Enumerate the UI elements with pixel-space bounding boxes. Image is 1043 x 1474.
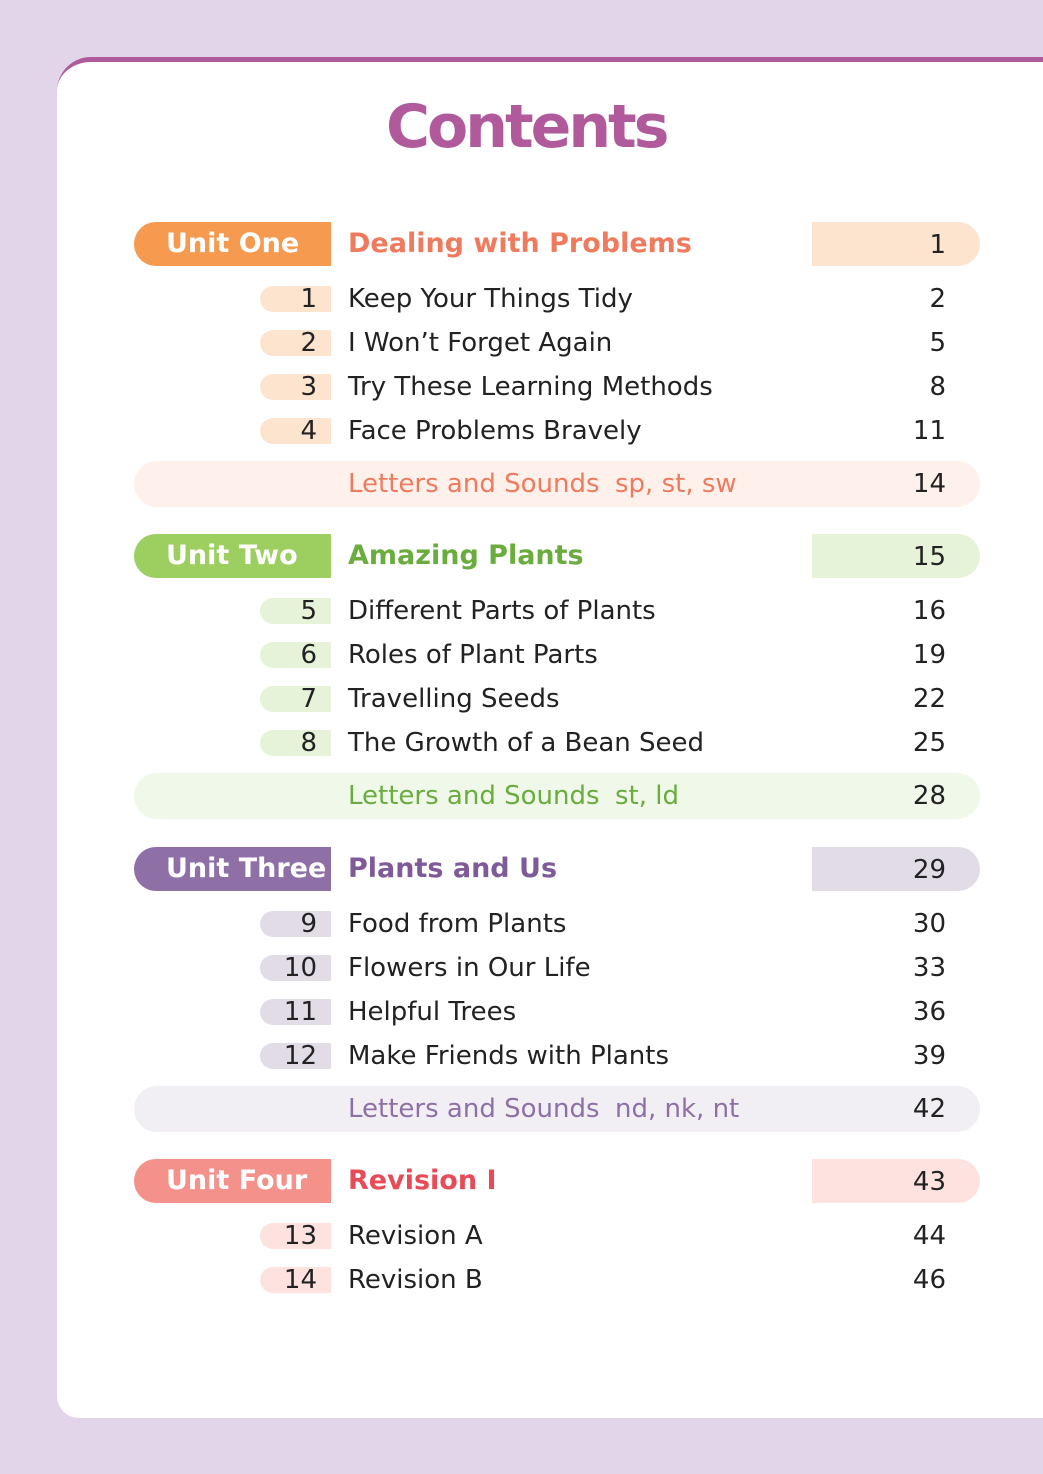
lesson-number: 13	[260, 1223, 331, 1249]
lesson-title[interactable]: Roles of Plant Parts	[348, 640, 598, 670]
lesson-title[interactable]: Different Parts of Plants	[348, 596, 656, 626]
lesson-number: 5	[260, 598, 331, 624]
lesson-row[interactable]	[0, 589, 1043, 633]
lesson-number: 4	[260, 418, 331, 444]
lesson-number: 10	[260, 955, 331, 981]
lesson-page-number: 36	[912, 997, 946, 1027]
letters-sounds-page-number: 28	[912, 781, 946, 811]
letters-and-sounds-row[interactable]	[134, 1086, 980, 1132]
lesson-number: 14	[260, 1267, 331, 1293]
letters-sounds-label: Letters and Sounds	[348, 781, 600, 811]
lesson-row[interactable]	[0, 1258, 1043, 1302]
unit-label[interactable]: Unit Two	[134, 534, 331, 578]
lesson-title[interactable]: Face Problems Bravely	[348, 416, 642, 446]
lesson-row[interactable]	[0, 721, 1043, 765]
lesson-row[interactable]	[0, 1214, 1043, 1258]
lesson-number: 11	[260, 999, 331, 1025]
lesson-page-number: 33	[912, 953, 946, 983]
unit-title[interactable]: Dealing with Problems	[348, 228, 692, 259]
lesson-page-number: 16	[912, 596, 946, 626]
unit-page-number: 15	[812, 534, 980, 578]
letters-sounds-list: st, ld	[615, 781, 679, 811]
unit-title[interactable]: Amazing Plants	[348, 540, 584, 571]
lesson-row[interactable]	[0, 1034, 1043, 1078]
unit-title[interactable]: Revision I	[348, 1165, 497, 1196]
lesson-number: 3	[260, 374, 331, 400]
lesson-title[interactable]: Revision A	[348, 1221, 483, 1251]
lesson-title[interactable]: I Won’t Forget Again	[348, 328, 613, 358]
lesson-page-number: 46	[912, 1265, 946, 1295]
lesson-page-number: 19	[912, 640, 946, 670]
lesson-page-number: 8	[929, 372, 946, 402]
lesson-number: 6	[260, 642, 331, 668]
lesson-page-number: 5	[929, 328, 946, 358]
unit-label[interactable]: Unit Three	[134, 847, 331, 891]
lesson-number: 8	[260, 730, 331, 756]
lesson-row[interactable]	[0, 946, 1043, 990]
unit-page-number: 1	[812, 222, 980, 266]
lesson-title[interactable]: Revision B	[348, 1265, 483, 1295]
lesson-title[interactable]: Food from Plants	[348, 909, 567, 939]
lesson-page-number: 39	[912, 1041, 946, 1071]
lesson-page-number: 44	[912, 1221, 946, 1251]
lesson-page-number: 25	[912, 728, 946, 758]
letters-sounds-label: Letters and Sounds	[348, 469, 600, 499]
lesson-title[interactable]: The Growth of a Bean Seed	[348, 728, 705, 758]
lesson-title[interactable]: Make Friends with Plants	[348, 1041, 670, 1071]
lesson-title[interactable]: Helpful Trees	[348, 997, 517, 1027]
lesson-number: 9	[260, 911, 331, 937]
lesson-page-number: 11	[912, 416, 946, 446]
letters-sounds-list: nd, nk, nt	[615, 1094, 740, 1124]
letters-sounds-page-number: 14	[912, 469, 946, 499]
letters-sounds-label: Letters and Sounds	[348, 1094, 600, 1124]
lesson-title[interactable]: Flowers in Our Life	[348, 953, 591, 983]
lesson-page-number: 2	[929, 284, 946, 314]
lesson-page-number: 30	[912, 909, 946, 939]
lesson-row[interactable]	[0, 990, 1043, 1034]
lesson-row[interactable]	[0, 633, 1043, 677]
lesson-number: 7	[260, 686, 331, 712]
letters-and-sounds-row[interactable]	[134, 461, 980, 507]
lesson-row[interactable]	[0, 321, 1043, 365]
lesson-row[interactable]	[0, 902, 1043, 946]
lesson-title[interactable]: Try These Learning Methods	[348, 372, 713, 402]
unit-label[interactable]: Unit One	[134, 222, 331, 266]
letters-and-sounds-row[interactable]	[134, 773, 980, 819]
lesson-title[interactable]: Keep Your Things Tidy	[348, 284, 633, 314]
unit-page-number: 29	[812, 847, 980, 891]
lesson-row[interactable]	[0, 365, 1043, 409]
lesson-number: 12	[260, 1043, 331, 1069]
lesson-row[interactable]	[0, 277, 1043, 321]
unit-title[interactable]: Plants and Us	[348, 853, 558, 884]
lesson-title[interactable]: Travelling Seeds	[348, 684, 560, 714]
lesson-page-number: 22	[912, 684, 946, 714]
unit-label[interactable]: Unit Four	[134, 1159, 331, 1203]
lesson-row[interactable]	[0, 409, 1043, 453]
letters-sounds-list: sp, st, sw	[615, 469, 737, 499]
unit-page-number: 43	[812, 1159, 980, 1203]
page-title: Contents	[386, 92, 667, 162]
letters-sounds-page-number: 42	[912, 1094, 946, 1124]
lesson-number: 2	[260, 330, 331, 356]
lesson-number: 1	[260, 286, 331, 312]
lesson-row[interactable]	[0, 677, 1043, 721]
